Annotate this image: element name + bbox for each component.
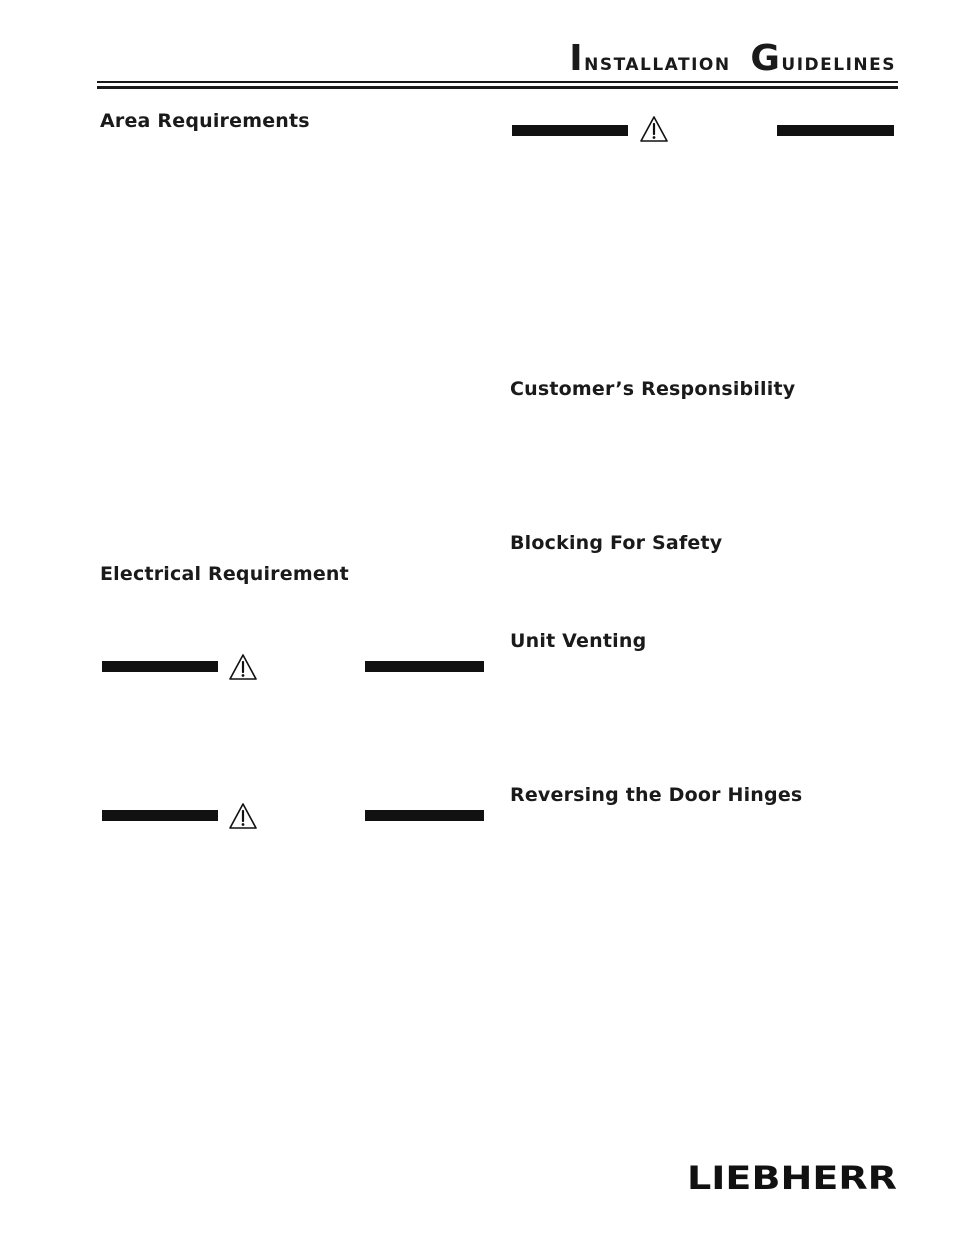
heading-blocking-for-safety: Blocking For Safety bbox=[510, 532, 723, 554]
warning-triangle-icon bbox=[639, 115, 669, 143]
liebherr-logo bbox=[686, 1163, 898, 1193]
warning-triangle-icon bbox=[228, 653, 258, 681]
heading-electrical-requirement: Electrical Requirement bbox=[100, 563, 349, 585]
heading-customers-responsibility: Customer’s Responsibility bbox=[510, 378, 796, 400]
heading-reversing-door-hinges: Reversing the Door Hinges bbox=[510, 784, 803, 806]
heading-unit-venting: Unit Venting bbox=[510, 630, 647, 652]
page-title bbox=[569, 38, 896, 79]
brand-logo-text: LIEBHERR bbox=[687, 1163, 897, 1193]
warning-bar-left bbox=[102, 810, 218, 821]
page-title-first-cap: I bbox=[569, 38, 585, 79]
warning-bar-right bbox=[365, 661, 484, 672]
warning-triangle-icon bbox=[228, 802, 258, 830]
warning-bar-left bbox=[512, 125, 628, 136]
warning-bar-right bbox=[365, 810, 484, 821]
page-title-second-cap: G bbox=[750, 38, 782, 79]
warning-bar-right bbox=[777, 125, 894, 136]
page-title-first-rest: nstallation bbox=[584, 48, 731, 76]
warning-bar-left bbox=[102, 661, 218, 672]
title-rule-thin bbox=[97, 81, 898, 83]
page-title-second-rest: uidelines bbox=[781, 48, 896, 76]
heading-area-requirements: Area Requirements bbox=[100, 110, 310, 132]
title-rule-thick bbox=[97, 86, 898, 89]
